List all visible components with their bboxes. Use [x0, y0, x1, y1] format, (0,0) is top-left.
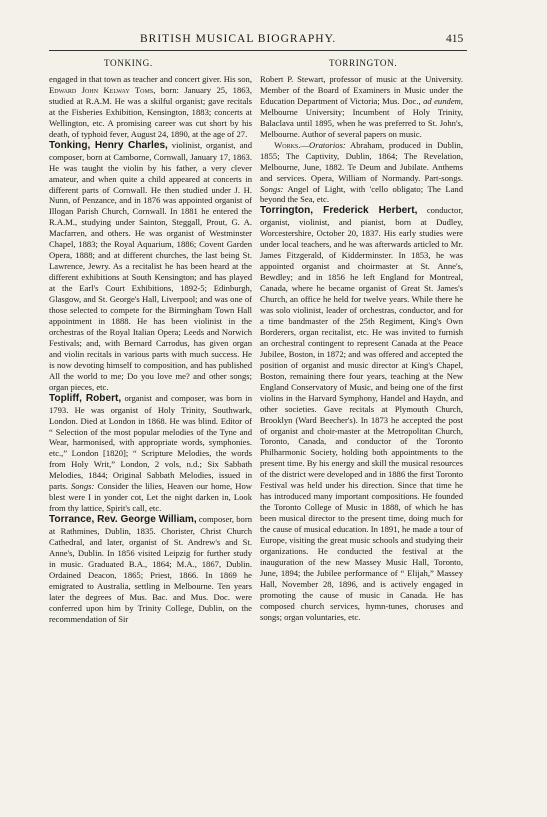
entry-headword: Torrington, Frederick Herbert, — [260, 205, 418, 217]
entry-toms-continued — [49, 74, 252, 140]
entry-text: engaged in that town as teacher and concert giver. His son, — [49, 74, 252, 84]
entry-torrance-continued — [260, 74, 463, 140]
entry-text: conductor, organist, violinist, and pianist, born at Dudley, Worcestershire, October 20, 1837. His early studies were under local teachers, and he was afterwards articled to Mr. James Fitzgerald, of Kidderminster. In 1853, he was appointed organist and choirmaster at St. Anne's, Bewdley; and in 1856 he left England for Montreal, Canada, where he became organist of Great St. James's Church, an office he held for twelve years. While there he was solo violinist, leader of orchestras, conductor, and for a time bandmaster of the 25th Regiment, King's Own Borderers, organ recitalist, etc. He was invited to furnish an orchestral contingent to represent Canada at the Peace Jubilee, Boston, in 1872; and was offered and accepted the position of organist and music director at King's Chapel, Boston, remaining there four years, teaching at the New England Conservatory of Music, and being one of the first violins in the Harvard Symphony, Handel and Haydn, and other societies. Gave recitals at Plymouth Church, Brooklyn (Ward Beecher's). In 1873 he accepted the post of organist and choir-master at the Metropolitan Church, Toronto, Canada, and conductor of the Toronto Philharmonic Society, holding both appointments to the present time. By his energy and skill the musical resources of the district were developed and in 1886 the first Toronto Festival was held under his direction. Since that time he has introduced many important compositions. He founded the Toronto College of Music in 1888, of which he has been musical director to the present time, doing much for the cause of musical education. In 1891, he made a tour of Europe, visiting the great music schools and studying their organizations. He conducted the festival at the inauguration of the new Massey Music Hall, Toronto, June, 1894; the Jubilee performance of “ Elijah,” Massey Hall, November 28, 1896, and is actively engaged in promoting the cause of music in Canada. He has composed church services, hymn-tunes, choruses and songs; organ voluntaries, etc. — [260, 205, 463, 622]
entry-headword: Tonking, Henry Charles, — [49, 139, 168, 151]
entry-text: Abraham, produced in Dublin, 1855; The Captivity, Dublin, 1864; The Revelation, Melbourne, June, 1882. Te Deum and Jubilate. Anthems and services. Opera, William of Normandy. Part-songs. — [260, 139, 463, 183]
entry-torrington — [260, 205, 463, 622]
header-rule — [49, 50, 467, 51]
entry-text: Robert P. Stewart, professor of music at the University. Member of the Board of Examiners in Music under the Education Department of Victoria; Mus. Doc., — [260, 74, 463, 106]
entry-text: composer, born at Rathmines, Dublin, 1835. Chorister, Christ Church Cathedral, and later, organist of St. Andrew's and St. Anne's, Dublin. In 1856 visited Leipzig for further study in music. Graduated B.A., 1864; M.A., 1867, Dublin. Ordained Deacon, 1865; Priest, 1866. In 1869 he emigrated to Australia, settling in Melbourne. Ten years later the degrees of Mus. Bac. and Mus. Doc. were conferred upon him by Trinity College, Dublin, on the recommendation of Sir — [49, 514, 252, 624]
entry-italic-text: ad eundem — [423, 95, 461, 106]
entry-tonking — [49, 140, 252, 393]
entry-headword: Torrance, Rev. George William, — [49, 514, 197, 526]
entry-text: , Melbourne University; Incumbent of Holy Trinity, Balaclava until 1895, when he was preferred to St. John's, Melbourne. Author of several papers on music. — [260, 95, 464, 139]
entry-text: Consider the lilies, Heaven our home, How blest were I in yonder cot, Let the night darken in, Look from thy lattice, Spirit's call, etc. — [49, 481, 252, 514]
entry-text: organist and composer, was born in 1793. He was organist of Holy Trinity, Southwark, London. Died at London in 1868. He was blind. Editor of “ Selection of the most popular melodies of the Tyne and Wear, harmonised, with appropriate words, symphonies. etc.,” London [1820]; “ Scripture Melodies, the words from Holy Writ,” London, 2 vols, n.d.; Six Sabbath Melodies, 1844; Original Sabbath Melodies, issued in parts. — [49, 392, 252, 492]
right-column — [260, 74, 463, 623]
works-label: Works. — [274, 139, 301, 150]
entry-torrance — [49, 514, 252, 625]
page-number: 415 — [446, 33, 464, 45]
works-dash: — — [300, 139, 310, 150]
songs-label: Songs: — [70, 481, 95, 492]
running-title: BRITISH MUSICAL BIOGRAPHY. — [140, 33, 337, 45]
entry-text: violinist, organist, and composer, born at Camborne, Cornwall, January 17, 1863. He was taught the violin by his father, a very clever amateur, and when quite a child appeared at concerts in different parts of Cornwall. He then studied under J. H. Nunn, of Penzance, and in 1876 was appointed organist of Illogan Parish Church, Cornwall. In 1881 he entered the R.A.M., studying under Sainton, Steggall, Prout, G. A. Macfarren, and others. He was organist of Westminster Chapel, 1883; the Royal Aquarium, 1886; Covent Garden Opera, 1888; and at different churches, the last being St. Lawrence, Jewry. As a recitalist he has been heard at the different exhibitions at South Kensington; and has played at the Earl's Court Exhibitions, 1892-5; Edinburgh, Glasgow, and St. George's Hall, Liverpool; and was one of those selected to compete for the Birmingham Town Hall appointment in 1888. He has been violinist in the orchestras of the Royal Italian Opera; Leeds and Norwich Festivals; and, with Bernard Carrodus, has given organ and violin recitals in various parts with much success. He is now devoting himself to composition, and has published All the world to me; Do you love me? and other songs; organ pieces, etc. — [49, 139, 252, 392]
songs-label: Songs: — [260, 183, 284, 194]
left-column — [49, 74, 252, 625]
left-column-heading: TONKING. — [104, 58, 153, 68]
entry-name-smallcaps: Edward John Kelway Toms — [49, 84, 154, 95]
entry-torrance-works — [260, 140, 463, 206]
oratorios-label: Oratorios: — [309, 139, 346, 150]
right-column-heading: TORRINGTON. — [329, 58, 398, 68]
entry-text: , born: January 25, 1863, studied at R.A.M. He was a skilful organist; gave recitals at the Fisheries Exhibition, Kensington, 1883; concerts at Wellington, etc. A promising career was cut short by his death, of typhoid fever, August 24, 1890, at the age of 27. — [49, 84, 252, 139]
entry-topliff — [49, 393, 252, 514]
entry-headword: Topliff, Robert, — [49, 392, 122, 404]
entry-text: Angel of Light, with 'cello obligato; The Land beyond the Sea, etc. — [260, 183, 463, 205]
